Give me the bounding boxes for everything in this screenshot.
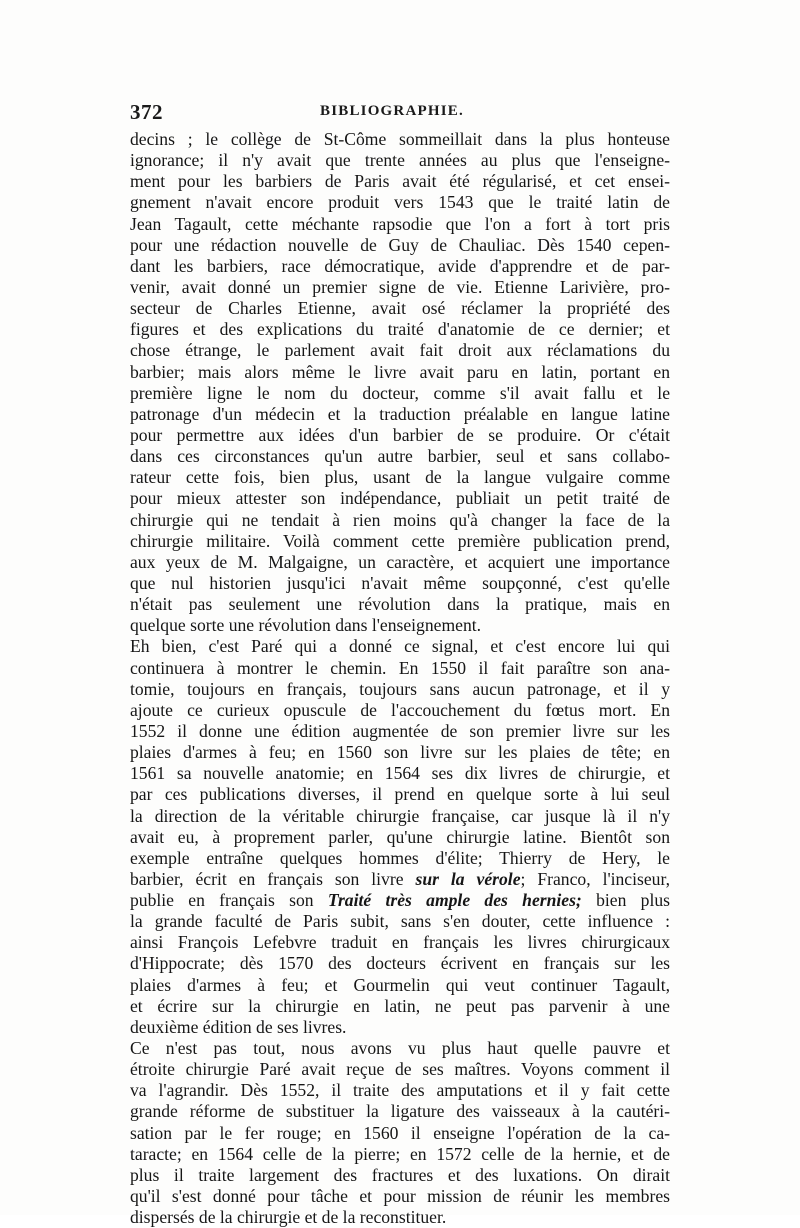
- text-line: gnement n'avait encore produit vers 1543 que le traité latin de: [130, 192, 670, 213]
- text-line: plaies d'armes à feu; et Gourmelin qui veut continuer Tagault,: [130, 974, 670, 995]
- italic-title: Traité très ample des hernies;: [327, 890, 582, 911]
- line-segment: barbier, écrit en français son livre: [130, 868, 416, 889]
- text-line: taracte; en 1564 celle de la pierre; en 1572 celle de la hernie, et de: [130, 1143, 670, 1164]
- page-number: 372: [130, 100, 163, 124]
- text-line: decins ; le collège de St-Côme sommeillait dans la plus honteuse: [130, 129, 670, 149]
- text-line: que nul historien jusqu'ici n'avait même soupçonné, c'est qu'elle: [130, 572, 670, 593]
- text-line: [130, 869, 670, 890]
- text-line: aux yeux de M. Malgaigne, un caractère, et acquiert une importance: [130, 551, 670, 572]
- text-line: pour une rédaction nouvelle de Guy de Chauliac. Dès 1540 cepen-: [130, 234, 670, 255]
- text-line: ainsi François Lefebvre traduit en français les livres chirurgicaux: [130, 932, 670, 953]
- paragraph: [130, 636, 670, 1038]
- line-segment: bien plus: [581, 890, 670, 911]
- paragraph: [130, 1038, 670, 1228]
- text-line: grande réforme de substituer la ligature des vaisseaux à la cautéri-: [130, 1101, 670, 1122]
- body-text: [130, 129, 670, 1228]
- text-line: chose étrange, le parlement avait fait droit aux réclamations du: [130, 340, 670, 361]
- line-segment: publie en français son: [130, 890, 328, 911]
- text-line: quelque sorte une révolution dans l'enseignement.: [130, 615, 482, 636]
- text-line: patronage d'un médecin et la traduction préalable en langue latine: [130, 403, 670, 424]
- text-line: continuera à montrer le chemin. En 1550 il fait paraître son ana-: [130, 657, 670, 678]
- text-line: plus il traite largement des fractures et des luxations. On dirait: [130, 1164, 670, 1185]
- text-line: pour permettre aux idées d'un barbier de se produire. Or c'était: [130, 424, 670, 445]
- text-line: par ces publications diverses, il prend en quelque sorte à lui seul: [130, 784, 670, 805]
- text-line: Eh bien, c'est Paré qui a donné ce signal, et c'est encore lui qui: [130, 636, 670, 657]
- italic-title: sur la vérole: [415, 868, 521, 889]
- text-line: [130, 890, 670, 911]
- line-segment: ; Franco, l'inciseur,: [520, 868, 670, 889]
- text-line: barbier; mais alors même le livre avait paru en latin, portant en: [130, 361, 670, 382]
- text-line: n'était pas seulement une révolution dans la pratique, mais en: [130, 594, 670, 615]
- text-line: ajoute ce curieux opuscule de l'accouchement du fœtus mort. En: [130, 699, 670, 720]
- paragraph: [130, 129, 670, 636]
- text-line: plaies d'armes à feu; en 1560 son livre sur les plaies de tête; en: [130, 742, 670, 763]
- page-header: [130, 100, 670, 126]
- text-line: la direction de la véritable chirurgie française, car jusque là il n'y: [130, 805, 670, 826]
- text-line: chirurgie qui ne tendait à rien moins qu'à changer la face de la: [130, 509, 670, 530]
- text-line: dans ces circonstances qu'un autre barbier, seul et sans collabo-: [130, 446, 670, 467]
- text-line: sation par le fer rouge; en 1560 il enseigne l'opération de la ca-: [130, 1122, 670, 1143]
- text-line: avait eu, à proprement parler, qu'une chirurgie latine. Bientôt son: [130, 826, 670, 847]
- text-line: tomie, toujours en français, toujours sans aucun patronage, et il y: [130, 678, 670, 699]
- text-line: d'Hippocrate; dès 1570 des docteurs écrivent en français sur les: [130, 953, 670, 974]
- text-line: pour mieux attester son indépendance, publiait un petit traité de: [130, 488, 670, 509]
- text-line: va l'agrandir. Dès 1552, il traite des amputations et il y fait cette: [130, 1080, 670, 1101]
- text-line: et écrire sur la chirurgie en latin, ne peut pas parvenir à une: [130, 995, 670, 1016]
- text-line: étroite chirurgie Paré avait reçue de ses maîtres. Voyons comment il: [130, 1059, 670, 1080]
- text-line: ignorance; il n'y avait que trente années au plus que l'enseigne-: [130, 150, 670, 171]
- text-line: exemple entraîne quelques hommes d'élite; Thierry de Hery, le: [130, 847, 670, 868]
- running-title: BIBLIOGRAPHIE.: [320, 103, 464, 119]
- text-line: Ce n'est pas tout, nous avons vu plus haut quelle pauvre et: [130, 1038, 670, 1059]
- text-line: deuxième édition de ses livres.: [130, 1016, 347, 1037]
- text-line: rateur cette fois, bien plus, usant de la langue vulgaire comme: [130, 467, 670, 488]
- text-line: venir, avait donné un premier signe de vie. Etienne Larivière, pro-: [130, 276, 670, 297]
- text-line: la grande faculté de Paris subit, sans s'en douter, cette influence :: [130, 911, 670, 932]
- text-line: première ligne le nom du docteur, comme s'il avait fallu et le: [130, 382, 670, 403]
- text-line: 1561 sa nouvelle anatomie; en 1564 ses dix livres de chirurgie, et: [130, 763, 670, 784]
- text-line: ment pour les barbiers de Paris avait été régularisé, et cet ensei-: [130, 171, 670, 192]
- text-line: qu'il s'est donné pour tâche et pour mission de réunir les membres: [130, 1186, 670, 1207]
- text-line: figures et des explications du traité d'anatomie de ce dernier; et: [130, 319, 670, 340]
- text-line: Jean Tagault, cette méchante rapsodie que l'on a fort à tort pris: [130, 213, 670, 234]
- text-line: chirurgie militaire. Voilà comment cette première publication prend,: [130, 530, 670, 551]
- text-line: secteur de Charles Etienne, avait osé réclamer la propriété des: [130, 298, 670, 319]
- text-line: 1552 il donne une édition augmentée de son premier livre sur les: [130, 720, 670, 741]
- text-line: dispersés de la chirurgie et de la reconstituer.: [130, 1207, 447, 1228]
- text-line: dant les barbiers, race démocratique, avide d'apprendre et de par-: [130, 255, 670, 276]
